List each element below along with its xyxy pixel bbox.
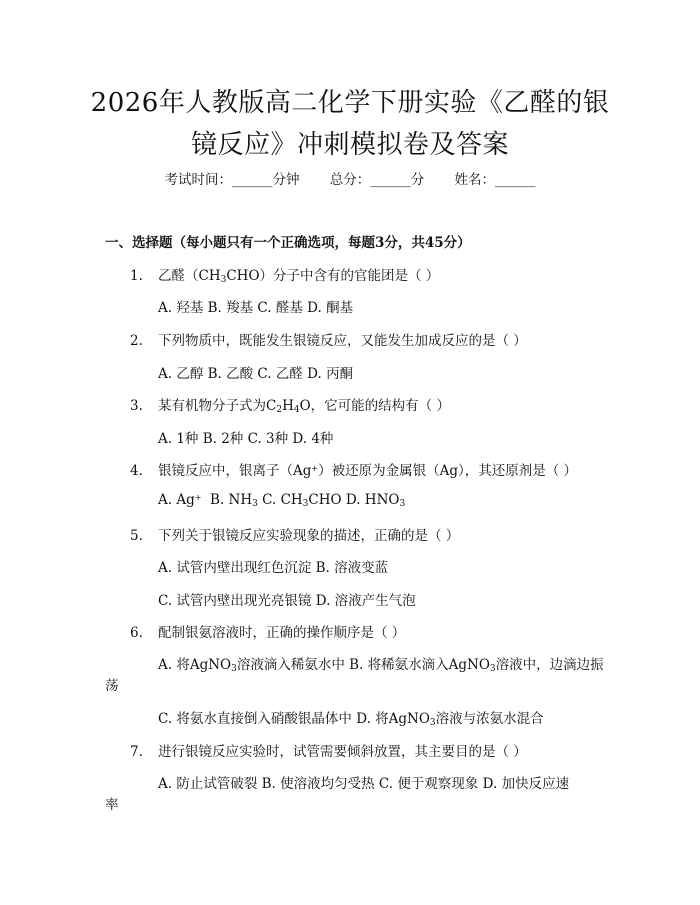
question-3-options: A. 1种 B. 2种 C. 3种 D. 4种 <box>158 431 334 447</box>
question-2: 2. 下列物质中，既能发生银镜反应，又能发生加成反应的是（ ） <box>130 333 527 349</box>
exam-title <box>60 82 640 166</box>
exam-score: 总分：______分 <box>329 172 425 188</box>
question-6-options-wrap: 荡 <box>105 678 119 694</box>
question-1: 1. 乙醛$(CH_3CHO)$分子中含有的官能团是（ ） <box>130 268 440 285</box>
question-1-options: A. 羟基 B. 羧基 C. 醛基 D. 酮基 <box>158 300 354 316</box>
question-6: 6. 配制银氨溶液时，正确的操作顺序是（ ） <box>130 625 406 641</box>
section-heading-1: 一、选择题（每小题只有一个正确选项，每题3分，共45分） <box>105 235 471 251</box>
question-3: 3. 某有机物分子式为$C_2H_4O$，它可能的结构有（ ） <box>130 398 450 415</box>
title-line-2: 镜反应》冲刺模拟卷及答案 <box>190 130 509 160</box>
question-2-options: A. 乙醇 B. 乙酸 C. 乙醛 D. 丙酮 <box>158 366 354 382</box>
title-line-1: 2026年人教版高二化学下册实验《乙醛的银 <box>90 88 610 118</box>
question-6-options-1: A. 将AgNO$_3$溶液滴入稀氨水中 B. 将稀氨水滴入AgNO$_3$溶液中，边滴边振 <box>158 657 604 674</box>
exam-time: 考试时间：______分钟 <box>164 172 300 188</box>
exam-name: 姓名：______ <box>454 172 536 188</box>
question-4-options: A. Ag+ B. $NH_3$ C. $CH_3CHO$ D. $HNO_3$ <box>158 492 406 509</box>
question-7-options-wrap: 率 <box>105 797 119 813</box>
question-7-options: A. 防止试管破裂 B. 使溶液均匀受热 C. 便于观察现象 D. 加快反应速 <box>158 776 570 792</box>
question-5: 5. 下列关于银镜反应实验现象的描述，正确的是（ ） <box>130 528 460 544</box>
question-4: 4. 银镜反应中，银离子（Ag+）被还原为金属银（Ag），其还原剂是（ ） <box>130 463 578 479</box>
question-6-options-2: C. 将氨水直接倒入硝酸银晶体中 D. 将AgNO$_3$溶液与浓氨水混合 <box>158 711 544 728</box>
question-5-options-1: A. 试管内壁出现红色沉淀 B. 溶液变蓝 <box>158 560 389 576</box>
question-7: 7. 进行银镜反应实验时，试管需要倾斜放置，其主要目的是（ ） <box>130 744 527 760</box>
question-5-options-2: C. 试管内壁出现光亮银镜 D. 溶液产生气泡 <box>158 593 416 609</box>
exam-meta <box>0 168 700 188</box>
